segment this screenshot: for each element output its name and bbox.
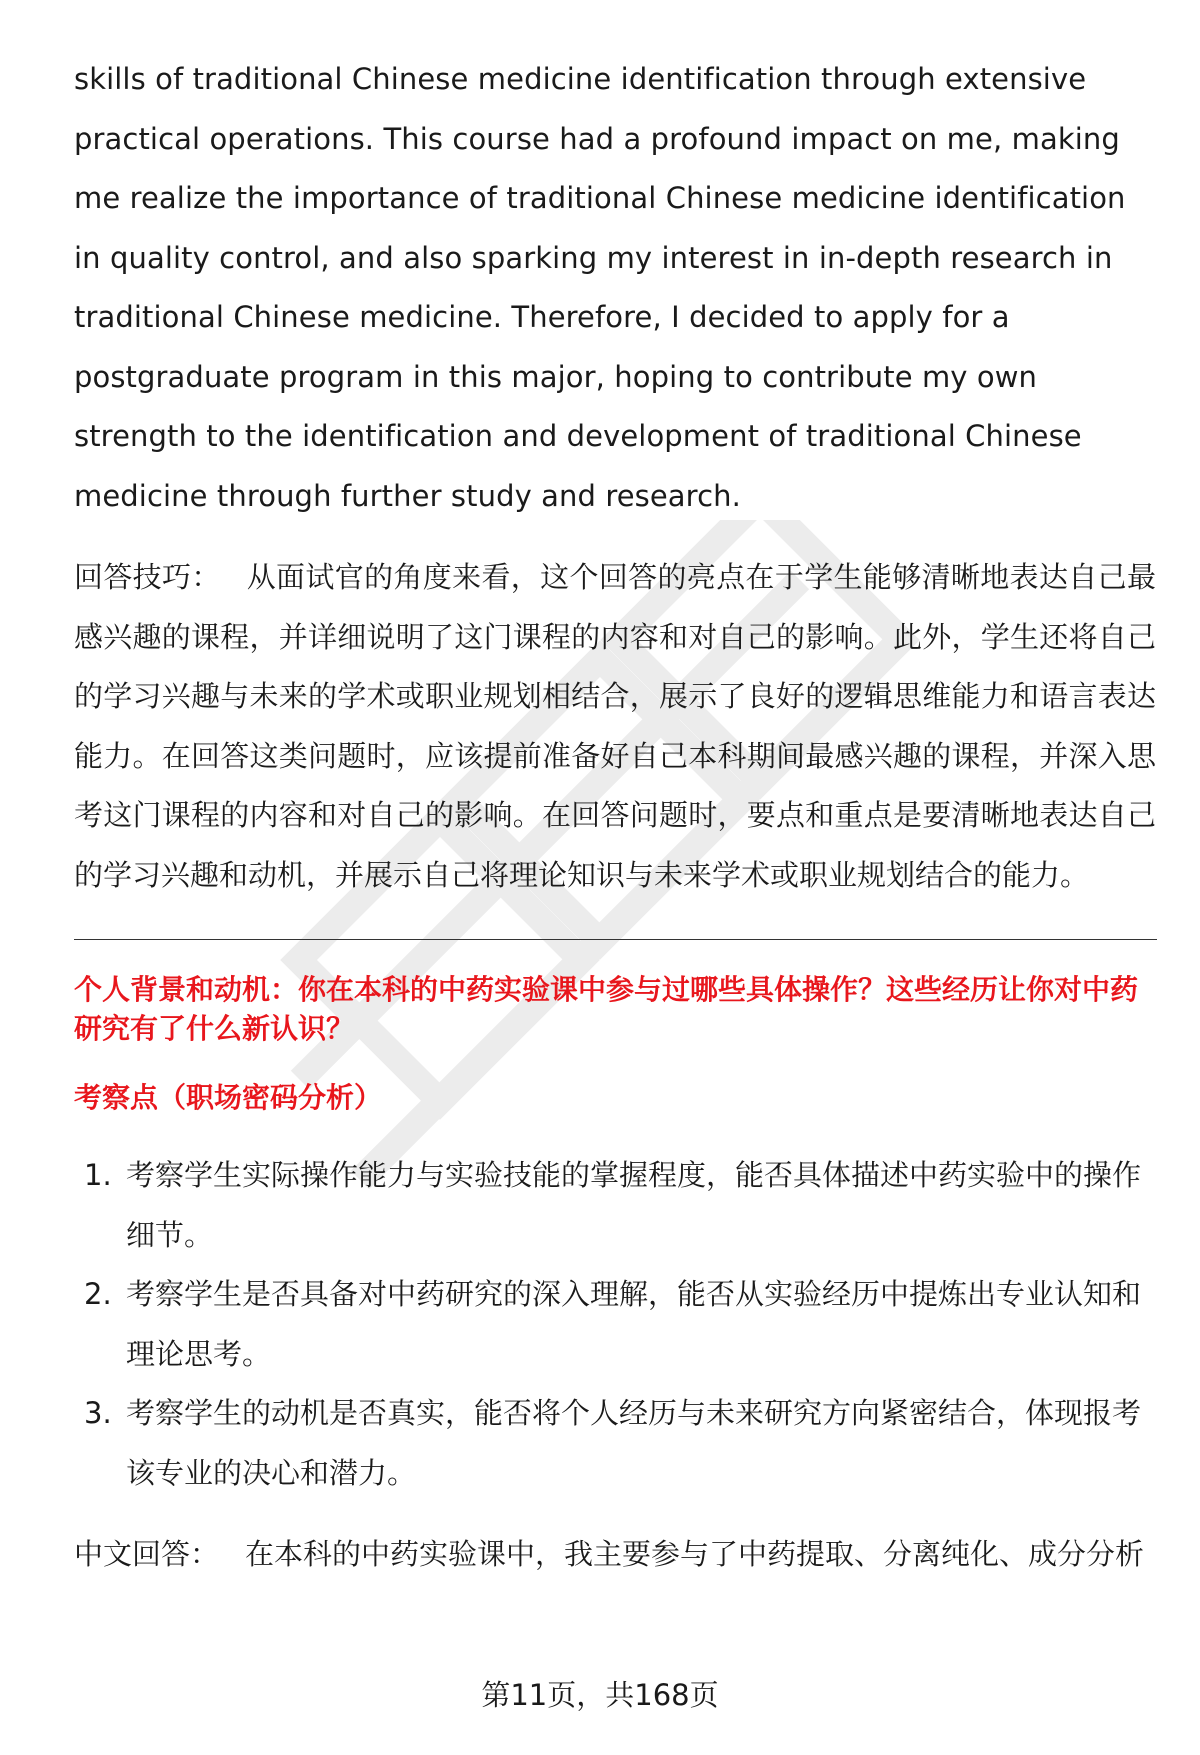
list-item-text: 考察学生是否具备对中药研究的深入理解，能否从实验经历中提炼出专业认知和理论思考。 bbox=[126, 1277, 1142, 1371]
answer-label: 中文回答： bbox=[74, 1537, 220, 1571]
list-item bbox=[74, 1265, 1156, 1384]
english-answer-paragraph: skills of traditional Chinese medicine identification through extensive practical operations. This course had a profound impact on me, making me realize the importance of traditional Chinese medicine identification in quality control, and also sparking my interest in in-depth research in traditional Chinese medicine. Therefore, I decided to apply for a postgraduate program in this major, hoping to contribute my own strength to the identification and development of traditional Chinese medicine through further study and research. bbox=[74, 62, 1126, 513]
list-item bbox=[74, 1146, 1156, 1265]
assessment-points-list bbox=[74, 1146, 1156, 1503]
section-divider bbox=[74, 939, 1157, 940]
tips-label: 回答技巧： bbox=[74, 560, 221, 594]
list-item-number: 2. bbox=[84, 1277, 112, 1311]
answer-tips-paragraph bbox=[74, 548, 1156, 905]
list-item bbox=[74, 1384, 1156, 1503]
list-item-text: 考察学生的动机是否真实，能否将个人经历与未来研究方向紧密结合，体现报考该专业的决心和潜力。 bbox=[126, 1396, 1142, 1490]
question-heading: 个人背景和动机：你在本科的中药实验课中参与过哪些具体操作？这些经历让你对中药研究有了什么新认识？ bbox=[74, 973, 1139, 1045]
list-item-text: 考察学生实际操作能力与实验技能的掌握程度，能否具体描述中药实验中的操作细节。 bbox=[126, 1158, 1142, 1252]
tips-text: 从面试官的角度来看，这个回答的亮点在于学生能够清晰地表达自己最感兴趣的课程，并详细说明了这门课程的内容和对自己的影响。此外，学生还将自己的学习兴趣与未来的学术或职业规划相结合，展示了良好的逻辑思维能力和语言表达能力。在回答这类问题时，应该提前准备好自己本科期间最感兴趣的课程，并深入思考这门课程的内容和对自己的影响。在回答问题时，要点和重点是要清晰地表达自己的学习兴趣和动机，并展示自己将理论知识与未来学术或职业规划结合的能力。 bbox=[74, 560, 1156, 892]
list-item-number: 3. bbox=[84, 1396, 112, 1430]
document-page bbox=[74, 50, 1156, 1585]
list-item-number: 1. bbox=[84, 1158, 112, 1192]
assessment-points-heading: 考察点（职场密码分析） bbox=[74, 1081, 383, 1114]
page-number-footer: 第11页，共168页 bbox=[481, 1678, 719, 1712]
chinese-answer-paragraph bbox=[74, 1525, 1156, 1585]
answer-text: 在本科的中药实验课中，我主要参与了中药提取、分离纯化、成分分析 bbox=[245, 1537, 1145, 1571]
